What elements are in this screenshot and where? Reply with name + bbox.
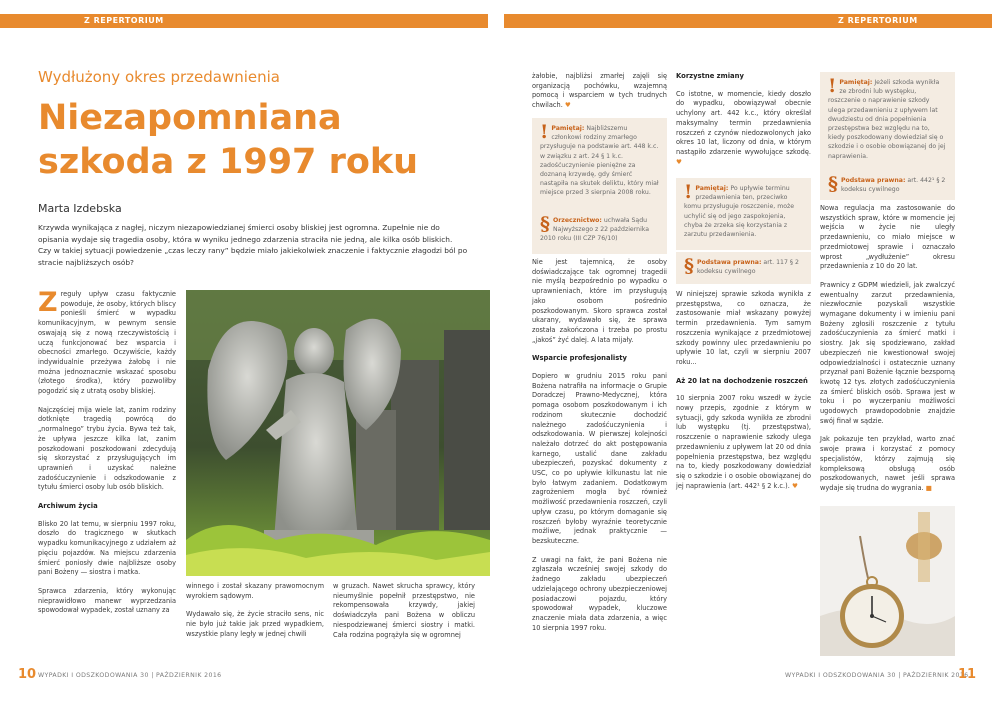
column-2 — [186, 582, 324, 649]
exclamation-icon: ! — [684, 181, 693, 203]
column-3 — [333, 582, 475, 649]
paragraph-icon: § — [540, 213, 550, 235]
pocket-watch-image — [820, 506, 955, 656]
cemetery-angel-image — [186, 290, 490, 576]
paragraph: Najczęściej mija wiele lat, zanim rodziny dotknięte tragedią powrócą do „normalnego” trybu życia. Bywa też tak, że upływa jeszcze kilka lat, zanim poszkodowani poszkodowani zdecydują się skorzystać z przysługujących im uprawnień i uzyskać należne zadośćuczynienie i odszkodowanie z tytułu śmierci osoby lub osób bliskich. — [38, 405, 176, 492]
column-6 — [820, 204, 955, 503]
section-heading: Archiwum życia — [38, 502, 98, 511]
exclamation-icon: ! — [828, 75, 837, 97]
paragraph: W niniejszej sprawie szkoda wynikła z przestępstwa, co oznacza, że zastosowanie miał wskazany powyżej termin przedawnienia. Tym samym roszczenia wynikające z przedmiotowej szkody powinny ulec przedawnieniu po upływie 10 lat, czyli w sierpniu 2007 roku... — [676, 290, 811, 366]
section-bar-right — [504, 14, 992, 28]
callout-remember-1: ! Pamiętaj: Najbliższemu członkowi rodziny zmarłego przysługuje na podstawie art. 448 k.c. w związku z art. 24 § 1 k.c. zadośćuczynienie pieniężne za doznaną krzywdę, gdy śmierć nastąpiła na skutek deliktu, który miał miejsce przed 3 sierpnia 2008 roku. — [532, 118, 667, 246]
paragraph: Nie jest tajemnicą, że osoby doświadczające tak ogromnej tragedii nie myślą bezpośrednio po wypadku o uprawnieniach, które im przysługują jako osobom pośrednio poszkodowanym. Skoro sprawca został ukarany, wydawało się, że sprawa została zakończona i trzeba po prostu „jakoś” żyć dalej. A lata mijały. — [532, 258, 667, 344]
page-number-left: 10 — [18, 667, 37, 682]
footer-right: WYPADKI I ODSZKODOWANIA 30 | PAŹDZIERNIK 2016 — [785, 672, 969, 679]
paragraph: winnego i został skazany prawomocnym wyrokiem sądowym. — [186, 582, 324, 600]
end-mark-icon: ♥ — [791, 481, 798, 490]
paragraph: Prawnicy z GDPM wiedzieli, jak zwalczyć ewentualny zarzut przedawnienia, niezwłocznie pozyskali wszystkie wymagane dokumenty i w imieniu pani Bożeny zgłosili roszczenie z tytułu zadośćuczynienia za śmierć matki i siostry. Jak się spodziewano, zakład ubezpieczeń nie kwestionował swojej odpowiedzialności i ostatecznie uznany przyznał pani Bożenie łącznie bezsporną kwotę 12 tys. złotych zadośćuczynienia za śmierć bliskich osób. Sprawa jest w toku i po wyczerpaniu możliwości ugodowych prawdopodobnie znajdzie swój finał w sądzie. — [820, 280, 955, 425]
callout-remember-2: ! Pamiętaj: Po upływie terminu przedawnienia ten, przeciwko komu przysługuje roszczenie, może uchylić się od jego zaspokojenia, chyba że zrzeka się korzystania z zarzutu przedawnienia. — [676, 178, 811, 250]
paragraph: Blisko 20 lat temu, w sierpniu 1997 roku, doszło do tragicznego w skutkach wypadku komunikacyjnego z udziałem aż pięciu pojazdów. Na miejscu zdarzenia śmierć poniosły dwie najbliższe osoby pani Bożeny — siostra i matka. — [38, 519, 176, 577]
footer-left: WYPADKI I ODSZKODOWANIA 30 | PAŹDZIERNIK 2016 — [38, 672, 222, 679]
paragraph: Zreguły upływ czasu faktycznie powoduje, że osoby, których bliscy ponieśli śmierć w wypadku komunikacyjnym, w pewnym sensie oswajają się z nową rzeczywistością i uczą funkcjonować bez wsparcia i obecności zmarłego. Oczywiście, każdy indywidualnie przeżywa żałobę i nie można jednoznacznie wskazać sposobu (złotego środka), który pozwoliłby pogodzić się z utratą osoby bliskiej. — [38, 287, 176, 396]
section-heading: Korzystne zmiany — [676, 72, 744, 80]
paragraph: Dopiero w grudniu 2015 roku pani Bożena natrafiła na informacje o Grupie Doradczej Prawno-Medycznej, która pomaga osobom poszkodowanym i ich rodzinom skutecznie dochodzić należnego zadośćuczynienia i odszkodowania. W pierwszej kolejności należało dotrzeć do akt postępowania karnego, ustalić dane zakładu ubezpieczeń, pozyskać dokumenty z USC, co po upływie kilkunastu lat nie było łatwym zadaniem. Dodatkowym zagrożeniem mogła być również możliwość przedawnienia roszczeń, czyli upływ czasu, po którym domaganie się roszczeń byłoby wyraźnie teoretycznie możliwe, jednak praktycznie — bezskuteczne. — [532, 372, 667, 545]
paragraph: Wydawało się, że życie straciło sens, nic nie było już takie jak przed wypadkiem, wszystkie plany legły w jednej chwili — [186, 610, 324, 638]
article-title: Niezapomniana szkoda z 1997 roku — [38, 98, 419, 182]
paragraph: 10 sierpnia 2007 roku wszedł w życie nowy przepis, zgodnie z którym w sytuacji, gdy szkoda wynikła ze zbrodni lub występku (tj. przestępstwa), roszczenie o naprawienie szkody ulega przedawnieniu z upływem lat 20 od dnia popełnienia przestępstwa, bez względu na to, kiedy poszkodowany dowiedział się o szkodzie i o osobie obowiązanej do jej naprawienia (art. 442¹ § 2 k.c.). ♥ — [676, 394, 811, 490]
section-label: Z REPERTORIUM — [838, 16, 918, 25]
paragraph: Sprawca zdarzenia, który wykonując nieprawidłowo manewr wyprzedzania spowodował wypadek, został uznany za — [38, 586, 176, 615]
pocket-watch-photo — [820, 506, 955, 656]
paragraph: Nowa regulacja ma zastosowanie do wszystkich spraw, które w momencie jej wejścia w życie nie uległy przedawnieniu, co miało miejsce w przedmiotowej sprawie i oznaczało wprost „wydłużenie” okresu przedawnienia z 10 do 20 lat. — [820, 204, 955, 271]
callout-legal-basis-1: § Podstawa prawna: art. 117 § 2 kodeksu cywilnego — [676, 252, 811, 284]
angel-statue-photo — [186, 290, 490, 576]
drop-cap: Z — [38, 287, 58, 318]
callout-legal-basis-2: § Podstawa prawna: art. 442¹ § 2 kodeksu cywilnego — [820, 170, 955, 200]
section-heading: Aż 20 lat na dochodzenie roszczeń — [676, 376, 808, 385]
callout-remember-3: ! Pamiętaj: Jeżeli szkoda wynikła ze zbrodni lub występku, roszczenie o naprawienie szkody ulega przedawnieniu z upływem lat dwudziestu od dnia popełnienia przestępstwa bez względu na to, kiedy poszkodowany dowiedział się o szkodzie i o osobie obowiązanej do jej naprawienia. — [820, 72, 955, 170]
page-number-right: 11 — [958, 667, 977, 682]
section-label: Z REPERTORIUM — [84, 16, 164, 25]
column-4-body — [532, 258, 667, 642]
paragraph: w gruzach. Nawet skrucha sprawcy, który nieumyślnie popełnił przestępstwo, nie rekompensowała krzywdy, jakiej doświadczyła pani Bożena w obliczu niespodziewanej śmierci siostry i matki. Cała rodzina pogrążyła się w ogromnej — [333, 582, 475, 639]
section-bar-left — [0, 14, 488, 28]
column-5-body — [676, 290, 811, 500]
column-1 — [38, 287, 176, 625]
paragraph: Co istotne, w momencie, kiedy doszło do wypadku, obowiązywał obecnie uchylony art. 442 k.c., który określał maksymalny termin przedawnienia roszczeń z czynów niedozwolonych jako okres 10 lat, liczony od dnia, w którym nastąpiło zdarzenie wywołujące szkodę. ♥ — [676, 89, 811, 166]
column-5-top — [676, 72, 811, 176]
paragraph: Z uwagi na fakt, że pani Bożena nie zgłaszała wcześniej swojej szkody do żadnego zakładu ubezpieczeń udzielającego ochrony ubezpieczeniowej posiadaczowi pojazdu, który spowodował wypadek, kluczowe znaczenie miała data zdarzenia, a więc 10 sierpnia 1997 roku. — [532, 555, 667, 632]
section-heading: Wsparcie profesjonalisty — [532, 354, 627, 363]
article-lead: Krzywda wynikająca z nagłej, niczym niezapowiedzianej śmierci osoby bliskiej jest ogromna. Zupełnie nie do opisania wydaje się tragedia osoby, która w wyniku jednego zdarzenia straciła nie jedną, ale kilka osób bliskich. Czy w takiej sytuacji powiedzenie „czas leczy rany” będzie miało jakiekolwiek znaczenie i faktycznie złagodzi ból po stracie najbliższych osób? — [38, 223, 468, 267]
article-subtitle: Wydłużony okres przedawnienia — [38, 68, 280, 86]
paragraph: Jak pokazuje ten przykład, warto znać swoje prawa i korzystać z pomocy specjalistów, którzy zajmują się kompleksową obsługą osób poszkodowanych, nawet jeśli sprawa wydaje się trudna do wygrania. ■ — [820, 435, 955, 492]
paragraph-icon: § — [684, 255, 694, 277]
end-mark-icon: ♥ — [564, 101, 571, 110]
paragraph-icon: § — [828, 173, 838, 195]
end-mark-icon: ■ — [925, 483, 932, 492]
end-mark-icon: ♥ — [676, 157, 682, 166]
paragraph: żałobie, najbliżsi zmarłej zajęli się organizacją pochówku, wzajemną pomocą i wsparciem w tych trudnych chwilach. ♥ — [532, 72, 667, 110]
column-4-top — [532, 72, 667, 120]
exclamation-icon: ! — [540, 121, 549, 143]
callout-case-law: § Orzecznictwo: uchwała Sądu Najwyższego z 22 października 2010 roku (III CZP 76/10) — [532, 210, 667, 254]
article-author: Marta Izdebska — [38, 202, 122, 215]
